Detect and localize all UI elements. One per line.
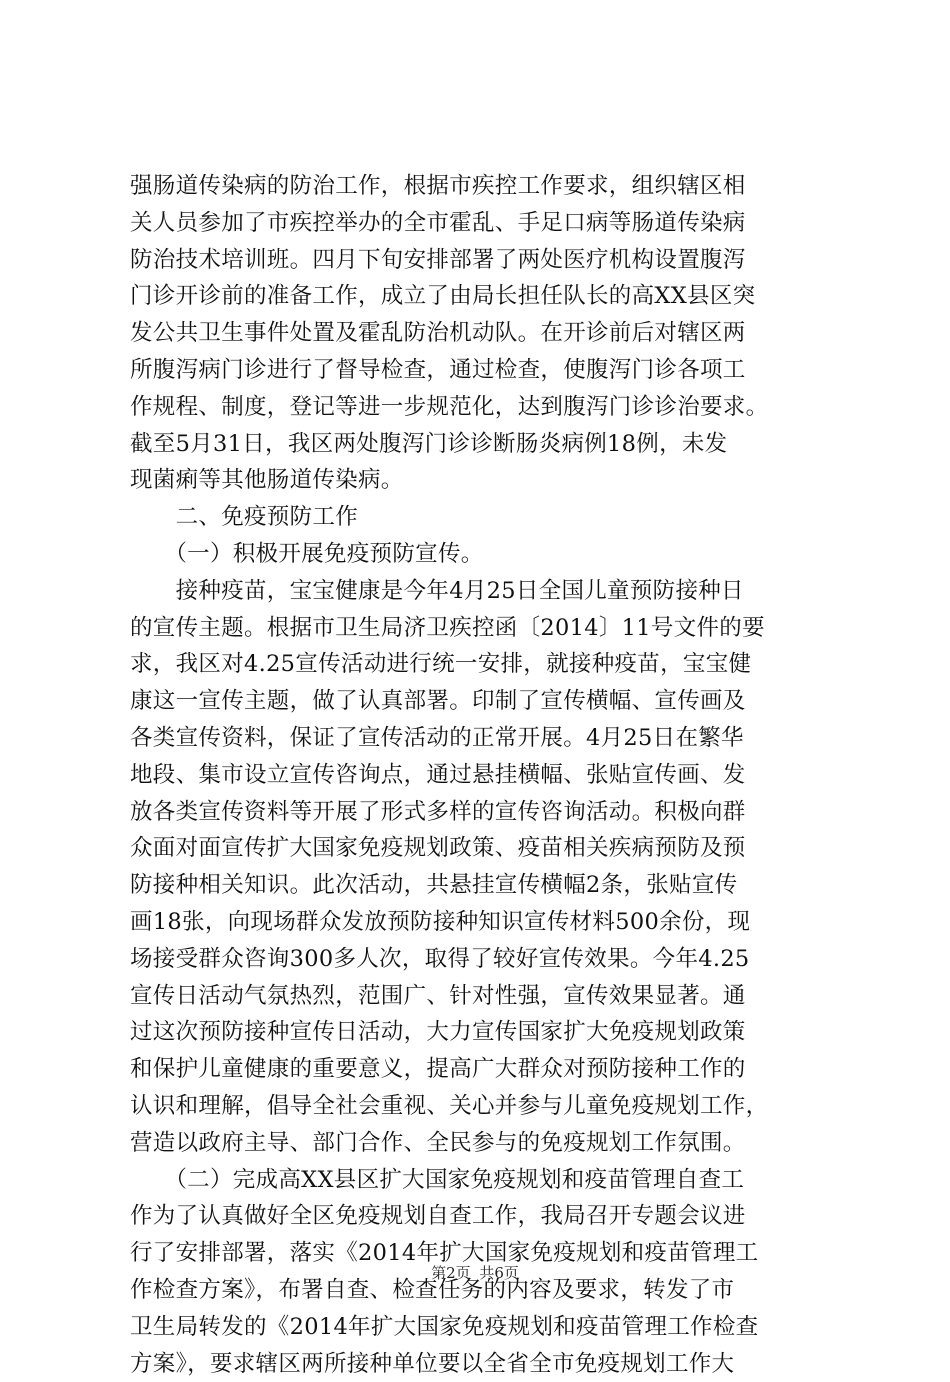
text-line: 作规程、制度，登记等进一步规范化，达到腹泻门诊诊治要求。 — [130, 389, 826, 426]
text-line: 放各类宣传资料等开展了形式多样的宣传咨询活动。积极向群 — [130, 794, 826, 831]
text-line: 关人员参加了市疾控举办的全市霍乱、手足口病等肠道传染病 — [130, 205, 826, 242]
text-line: 康这一宣传主题，做了认真部署。印制了宣传横幅、宣传画及 — [130, 683, 826, 720]
text-line: 众面对面宣传扩大国家免疫规划政策、疫苗相关疾病预防及预 — [130, 830, 826, 867]
text-line: 防接种相关知识。此次活动，共悬挂宣传横幅2条，张贴宣传 — [130, 867, 826, 904]
text-line: 各类宣传资料，保证了宣传活动的正常开展。4月25日在繁华 — [130, 720, 826, 757]
text-line: 和保护儿童健康的重要意义，提高广大群众对预防接种工作的 — [130, 1051, 826, 1088]
page-footer — [0, 1262, 950, 1283]
text-line: 截至5月31日，我区两处腹泻门诊诊断肠炎病例18例，未发 — [130, 426, 826, 463]
text-line: （二）完成高XX县区扩大国家免疫规划和疫苗管理自查工 — [130, 1162, 826, 1199]
text-line: 作检查方案》，布署自查、检查任务的内容及要求，转发了市 — [130, 1272, 826, 1309]
text-line: 作为了认真做好全区免疫规划自查工作，我局召开专题会议进 — [130, 1198, 826, 1235]
text-line: （一）积极开展免疫预防宣传。 — [130, 536, 826, 573]
text-line: 的宣传主题。根据市卫生局济卫疾控函〔2014〕11号文件的要 — [130, 610, 826, 647]
text-line: 二、免疫预防工作 — [130, 499, 826, 536]
text-line: 场接受群众咨询300多人次，取得了较好宣传效果。今年4.25 — [130, 941, 826, 978]
text-line: 地段、集市设立宣传咨询点，通过悬挂横幅、张贴宣传画、发 — [130, 757, 826, 794]
text-line: 强肠道传染病的防治工作，根据市疾控工作要求，组织辖区相 — [130, 168, 826, 205]
text-line: 接种疫苗，宝宝健康是今年4月25日全国儿童预防接种日 — [130, 573, 826, 610]
text-line: 卫生局转发的《2014年扩大国家免疫规划和疫苗管理工作检查 — [130, 1309, 826, 1346]
text-line: 认识和理解，倡导全社会重视、关心并参与儿童免疫规划工作， — [130, 1088, 826, 1125]
text-line: 所腹泻病门诊进行了督导检查，通过检查，使腹泻门诊各项工 — [130, 352, 826, 389]
text-line: 画18张，向现场群众发放预防接种知识宣传材料500余份，现 — [130, 904, 826, 941]
text-line: 现菌痢等其他肠道传染病。 — [130, 462, 826, 499]
text-line: 防治技术培训班。四月下旬安排部署了两处医疗机构设置腹泻 — [130, 242, 826, 279]
text-line: 营造以政府主导、部门合作、全民参与的免疫规划工作氛围。 — [130, 1125, 826, 1162]
document-body — [130, 168, 826, 1382]
text-line: 门诊开诊前的准备工作，成立了由局长担任队长的高XX县区突 — [130, 278, 826, 315]
text-line: 发公共卫生事件处置及霍乱防治机动队。在开诊前后对辖区两 — [130, 315, 826, 352]
text-line: 方案》，要求辖区两所接种单位要以全省全市免疫规划工作大 — [130, 1346, 826, 1382]
text-line: 过这次预防接种宣传日活动，大力宣传国家扩大免疫规划政策 — [130, 1014, 826, 1051]
page-number: 第2页 — [431, 1264, 471, 1282]
text-line: 宣传日活动气氛热烈，范围广、针对性强，宣传效果显著。通 — [130, 978, 826, 1015]
text-line: 求，我区对4.25宣传活动进行统一安排，就接种疫苗，宝宝健 — [130, 646, 826, 683]
text-line: 行了安排部署，落实《2014年扩大国家免疫规划和疫苗管理工 — [130, 1235, 826, 1272]
page-total: 共6页 — [479, 1264, 519, 1282]
